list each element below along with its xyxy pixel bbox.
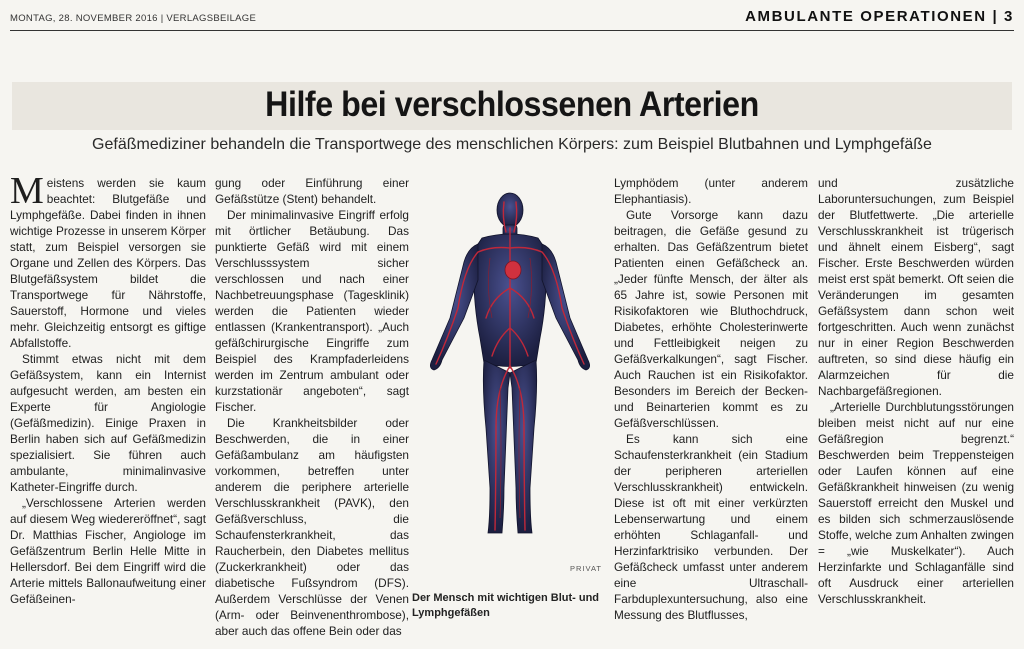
date-line: MONTAG, 28. NOVEMBER 2016 | VERLAGSBEILAGE: [10, 13, 257, 24]
paragraph: Lymphödem (unter anderem Elephantiasis).: [614, 176, 808, 206]
paragraph: Der minimalinvasive Eingriff erfolg mit örtlicher Betäubung. Das punktierte Gefäß wird mit einem Verschlusssystem sicher verschlossen und nach einer Nachbetreuungsphase (Tagesklinik) werden die Patienten wieder entlassen (Krankentransport). „Auch gefäßchirurgische Eingriffe zum Beispiel des Krampfaderleidens werden im Zentrum ambulant oder kurzstationär angeboten“, sagt Fischer.: [215, 208, 409, 414]
article-subhead: Gefäßmediziner behandeln die Transportwege des menschlichen Körpers: zum Beispiel Blutbahnen und Lymphgefäße: [92, 136, 932, 153]
article-headline: Hilfe bei verschlossenen Arterien: [265, 85, 759, 124]
text-column-3: [614, 175, 808, 623]
paragraph: Gute Vorsorge kann dazu beitragen, die Gefäße gesund zu erhalten. Das Gefäßzentrum bietet Patienten einen Gefäßcheck an. „Jeder fünfte Mensch, der älter als 65 Jahre ist, sowie Personen mit Risikofaktoren wie Bluthochdruck, Diabetes, erhöhte Cholesterinwerte und Fettleibigkeit neigen zu Gefäßverkalkungen“, sagt Fischer. Auch Rauchen ist ein Risikofaktor. Besonders im Bereich der Becken- und Beinarterien kommt es zu Gefäßverschlüssen.: [614, 208, 808, 430]
paragraph: Stimmt etwas nicht mit dem Gefäßsystem, kann ein Internist aufgesucht werden, am besten ein Experte für Angiologie (Gefäßmedizin). Einige Praxen in Berlin haben sich auf Gefäßmedizin spezialisiert. Sie führen auch ambulante, minimalinvasive Katheter-Eingriffe durch.: [10, 352, 206, 494]
text-column-1: [10, 170, 206, 607]
text-column-4: [818, 175, 1014, 607]
paragraph: „Verschlossene Arterien werden auf diesem Weg wiedereröffnet“, sagt Dr. Matthias Fischer, Angiologe im Gefäßzentrum Berlin Helle Mitte in Hellersdorf. Bei dem Eingriff wird die Arterie mittels Ballonaufweitung einer Gefäßeinen-: [10, 496, 206, 606]
paragraph: gung oder Einführung einer Gefäßstütze (Stent) behandelt.: [215, 176, 409, 206]
paragraph: Die Krankheitsbilder oder Beschwerden, die in einer Gefäßambulanz am häufigsten vorkommen, betreffen unter anderem die periphere arterielle Verschlusskrankheit (PAVK), den Gefäßverschluss, die Schaufensterkrankheit, das Raucherbein, den Diabetes mellitus (Zuckerkrankheit) oder das diabetische Fußsyndrom (DFS). Außerdem Verschlüsse der Venen (Arm- oder Beinvenenthrombose), aber auch das offene Bein oder das: [215, 416, 409, 638]
drop-cap: M: [10, 170, 44, 212]
paragraph: eistens werden sie kaum beachtet: Blutgefäße und Lymphgefäße. Dabei finden in ihnen wichtige Prozesse in unserem Körper statt, zum Beispiel versorgen sie Organe und Zellen des Körpers. Das Blutgefäßsystem bildet die Transportwege für Nährstoffe, Sauerstoff, Hormone und vieles mehr. Gleichzeitig entsorgt es giftige Abfallstoffe.: [10, 176, 206, 350]
paragraph: Es kann sich eine Schaufensterkrankheit (ein Stadium der peripheren arteriellen Verschlusskrankheit) entwickeln. Diese ist oft mit einer verkürzten Lebenserwartung und einem erhöhten Schlaganfall- und Herzinfarktrisiko verbunden. Der Gefäßcheck umfasst unter anderem eine Ultraschall-Farbduplexuntersuchung, also eine Messung des Blutflusses,: [614, 432, 808, 622]
paragraph: „Arterielle Durchblutungsstörungen bleiben meist nicht auf nur eine Gefäßregion begrenzt.“ Beschwerden beim Treppensteigen oder Laufen können auf eine Gefäßkrankheit hinweisen (zu wenig Sauerstoff erreicht den Muskel und es bilden sich schmerzauslösende Stoffe, welche zum Anhalten zwingen = „wie Muskelkater“). Auch Herzinfarkte und Schlaganfälle sind oft Ausdruck einer arteriellen Verschlusskrankheit.: [818, 400, 1014, 606]
anatomy-figure: [412, 188, 608, 619]
page-header: [10, 4, 1014, 31]
human-body-anatomy-illustration: [412, 188, 608, 550]
paragraph: und zusätzliche Laboruntersuchungen, zum Beispiel der Blutfettwerte. „Die arterielle Verschlusskrankheit ist trügerisch und ähnelt einem Eisberg“, sagt Fischer. Erste Beschwerden würden meist erst spät bemerkt. Oft seien die Veränderungen im gesamten Gefäßsystem dann schon weit fortgeschritten. Auch wenn zunächst nur in einer Region Beschwerden auftreten, so sind diese häufig ein Alarmzeichen für die Nachbargefäßregionen.: [818, 176, 1014, 398]
figure-caption: Der Mensch mit wichtigen Blut- und Lymphgefäßen: [412, 592, 600, 619]
photo-credit: PRIVAT: [570, 564, 602, 573]
text-column-2: [215, 175, 409, 639]
section-title: AMBULANTE OPERATIONEN | 3: [745, 8, 1014, 25]
